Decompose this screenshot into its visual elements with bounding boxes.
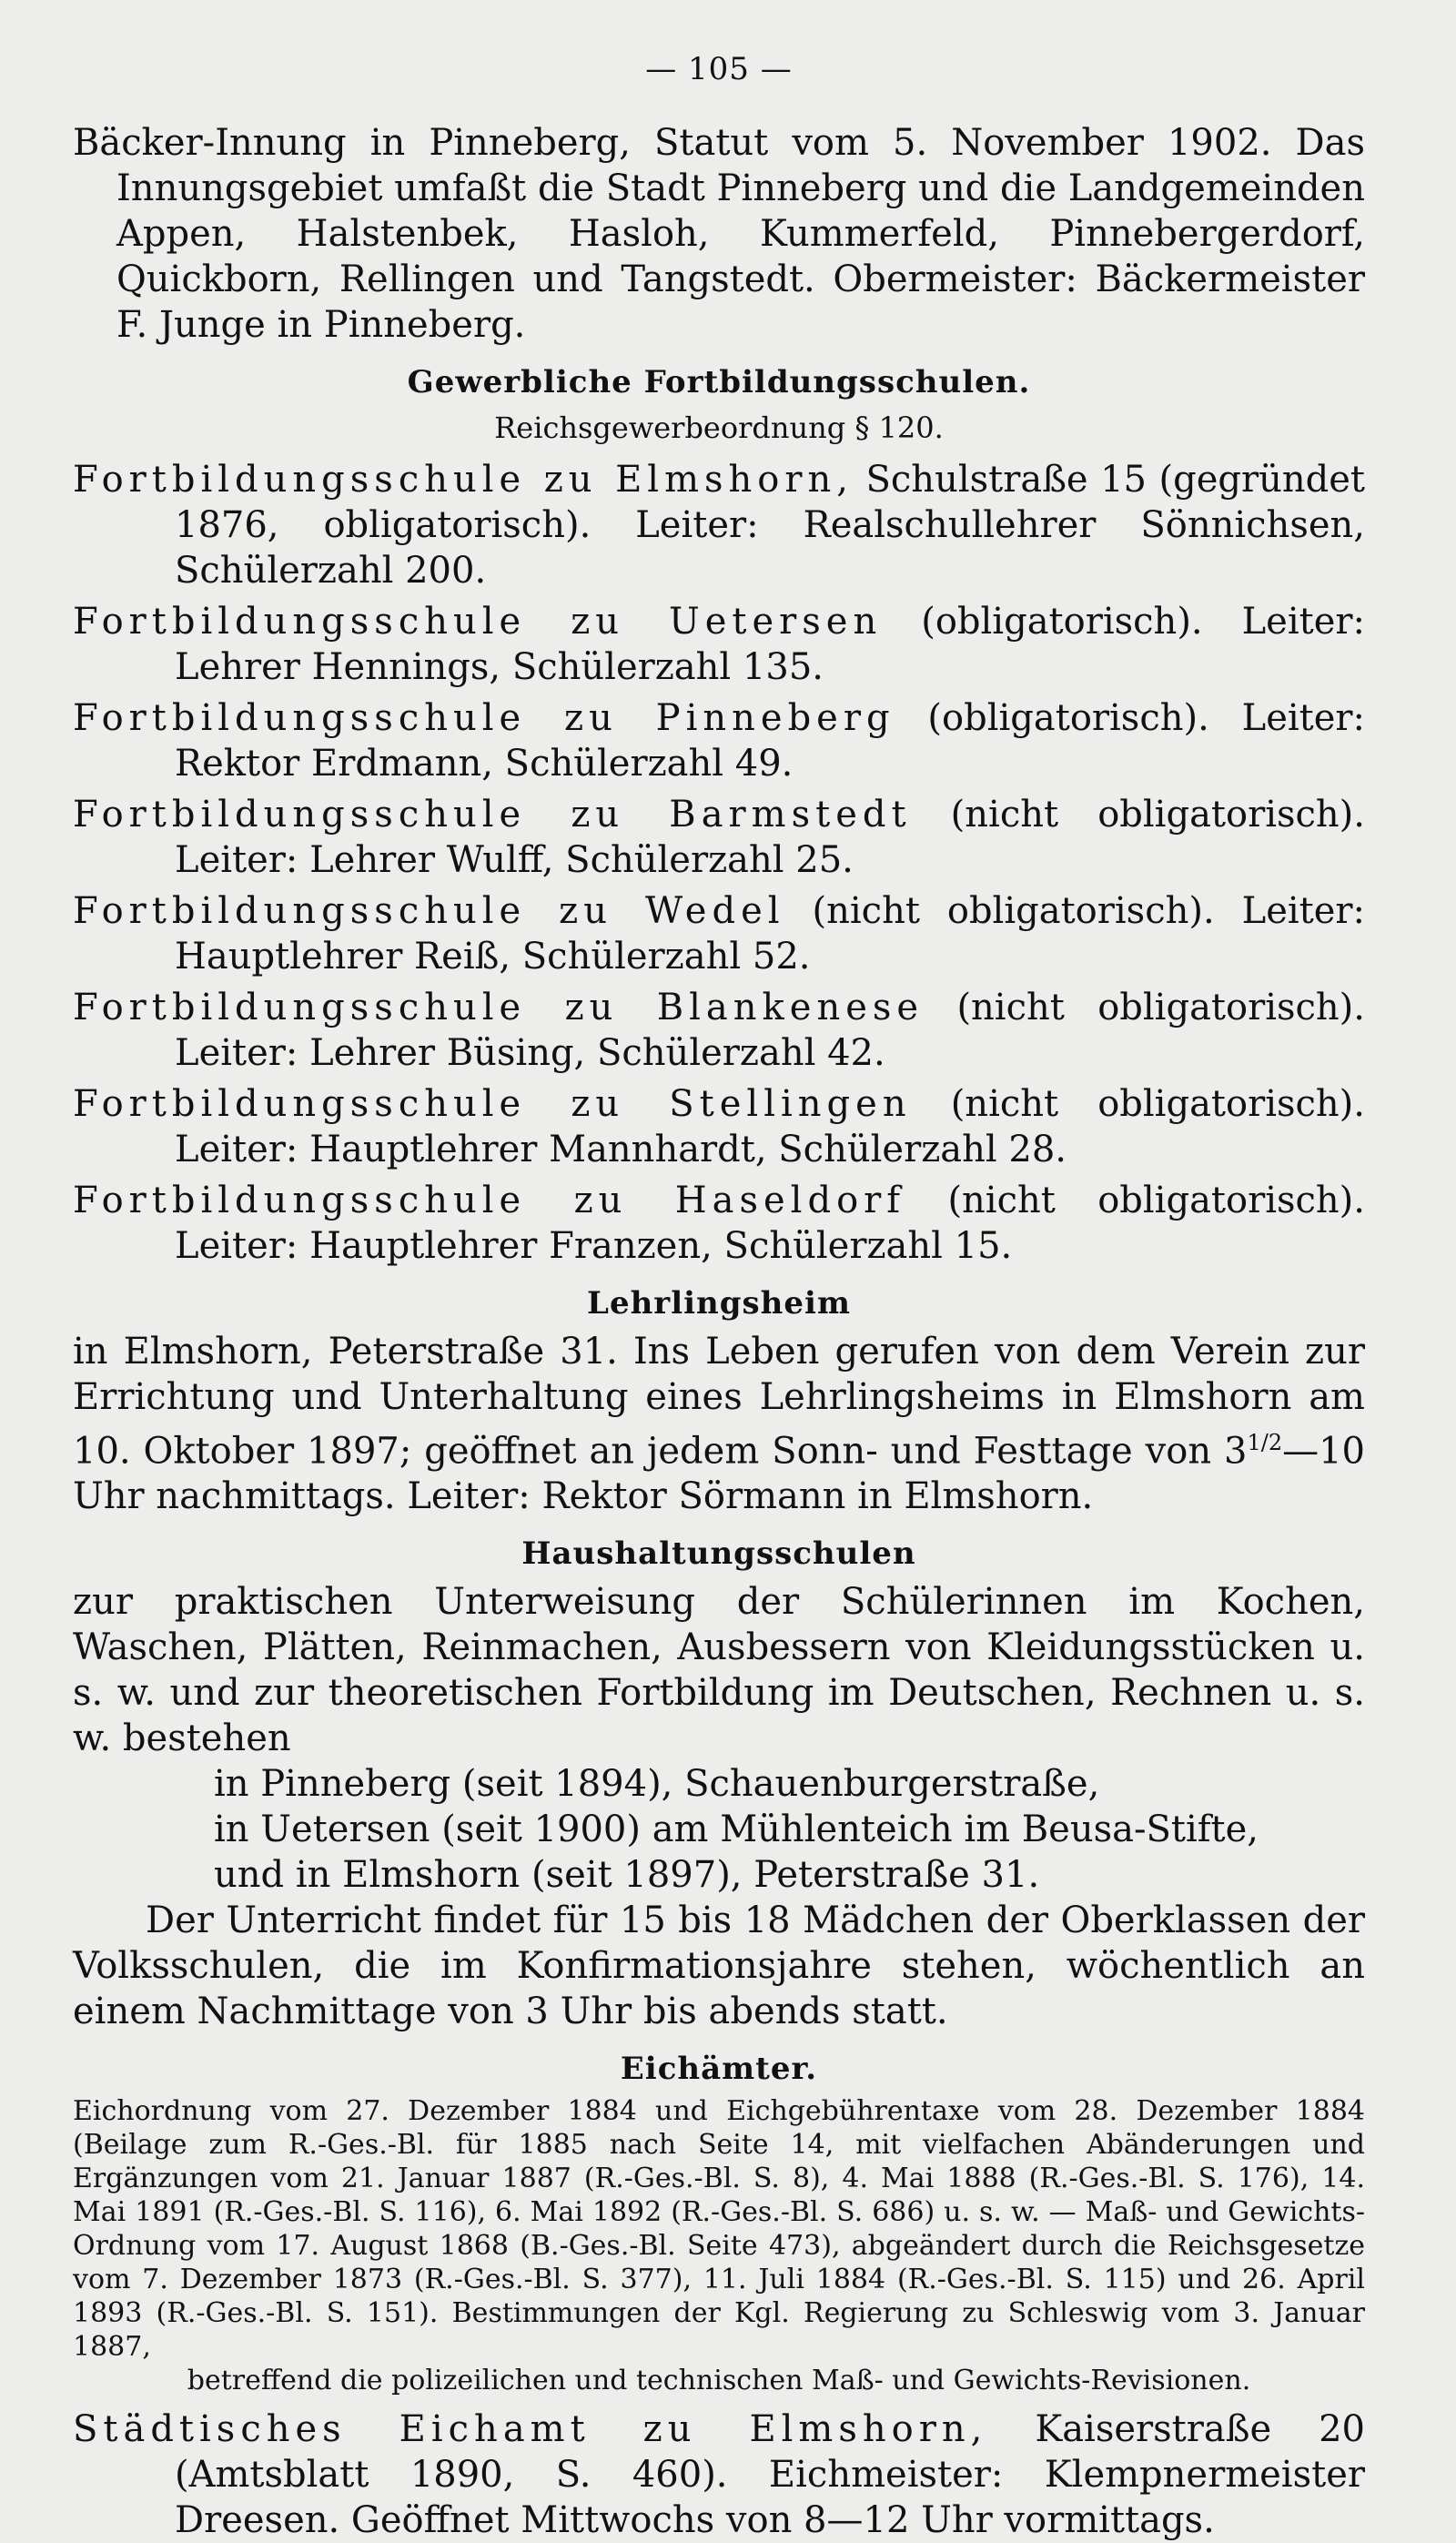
fortbildung-list — [73, 457, 1365, 1269]
list-item — [73, 985, 1365, 1076]
haushalt-intro: zur praktischen Unterweisung der Schülerinnen im Kochen, Waschen, Plätten, Reinmachen, Ausbessern von Kleidungsstücken u. s. w. und zur theoretischen Fortbildung im Deutschen, Rechnen u. s. w. bestehen — [73, 1581, 1365, 1760]
school-details: (obligatorisch). Leiter: Rektor Erdmann, Schülerzahl 49. — [175, 697, 1366, 785]
school-name: Fortbildungsschule zu Wedel — [73, 890, 785, 932]
eichaemter-legal-text: Eichordnung vom 27. Dezember 1884 und Eichgebührentaxe vom 28. Dezember 1884 (Beilage zum R.-Ges.-Bl. für 1885 nach Seite 14, mit vielfachen Abänderungen und Ergänzungen vom 21. Januar 1887 (R.-Ges.-Bl. S. 8), 4. Mai 1888 (R.-Ges.-Bl. S. 176), 14. Mai 1891 (R.-Ges.-Bl. S. 116), 6. Mai 1892 (R.-Ges.-Bl. S. 686) u. s. w. — Maß- und Gewichts-Ordnung vom 17. August 1868 (B.-Ges.-Bl. Seite 473), abgeändert durch die Reichsgesetze vom 7. Dezember 1873 (R.-Ges.-Bl. S. 377), 11. Juli 1884 (R.-Ges.-Bl. S. 115) und 26. April 1893 (R.-Ges.-Bl. S. 151). Bestimmungen der Kgl. Regierung zu Schleswig vom 3. Januar 1887, — [73, 2095, 1365, 2364]
school-name: Fortbildungsschule zu Haseldorf — [73, 1180, 906, 1221]
document-page — [73, 51, 1365, 2543]
eichaemter-legal-last-line: betreffend die polizeilichen und technischen Maß- und Gewichts-Revisionen. — [187, 2365, 1251, 2397]
list-item — [73, 599, 1365, 690]
list-item — [73, 792, 1365, 883]
school-details: (nicht obligatorisch). Leiter: Hauptlehrer Mannhardt, Schülerzahl 28. — [175, 1083, 1366, 1170]
baecker-innung-paragraph: Bäcker-Innung in Pinneberg, Statut vom 5. November 1902. Das Innungsgebiet umfaßt die Stadt Pinneberg und die Landgemeinden Appen, Halstenbek, Hasloh, Kummerfeld, Pinnebergerdorf, Quickborn, Rellingen und Tangstedt. Obermeister: Bäckermeister F. Junge in Pinneberg. — [73, 122, 1365, 346]
fortbildung-subheading: Reichsgewerbeordnung § 120. — [494, 410, 944, 445]
fortbildung-heading: Gewerbliche Fortbildungsschulen. — [407, 364, 1031, 400]
lehrlingsheim-text-after: —10 Uhr nachmittags. Leiter: Rektor Sörmann in Elmshorn. — [73, 1430, 1365, 1518]
page-number: — 105 — — [645, 51, 793, 87]
list-item — [73, 695, 1365, 786]
eichamt-name: Städtisches Eichamt zu Elmshorn, — [73, 2408, 988, 2451]
list-item — [73, 1081, 1365, 1172]
school-details: Schulstraße 15 (gegründet 1876, obligatorisch). Leiter: Realschullehrer Sönnichsen, Schülerzahl 200. — [175, 459, 1366, 592]
fraction-half: 1/2 — [1247, 1430, 1283, 1455]
school-name: Fortbildungsschule zu Stellingen — [73, 1083, 912, 1125]
school-details: (nicht obligatorisch). Leiter: Lehrer Wulff, Schülerzahl 25. — [175, 794, 1365, 881]
eichamt-entry — [73, 2406, 1365, 2543]
lehrlingsheim-paragraph — [73, 1329, 1365, 1519]
haushalt-location: und in Elmshorn (seit 1897), Peterstraße 31. — [214, 1854, 1040, 1897]
school-name: Fortbildungsschule zu Blankenese — [73, 987, 925, 1028]
haushalt-heading: Haushaltungsschulen — [521, 1535, 916, 1573]
school-details: (obligatorisch). Leiter: Lehrer Hennings, Schülerzahl 135. — [175, 601, 1365, 688]
haushalt-location: in Pinneberg (seit 1894), Schauenburgerstraße, — [214, 1763, 1100, 1806]
list-item — [73, 457, 1365, 593]
list-item — [73, 1178, 1365, 1269]
school-name: Fortbildungsschule zu Elmshorn, — [73, 459, 854, 501]
school-details: (nicht obligatorisch). Leiter: Lehrer Büsing, Schülerzahl 42. — [175, 987, 1365, 1074]
haushalt-outro: Der Unterricht findet für 15 bis 18 Mädchen der Oberklassen der Volksschulen, die im Konfirmationsjahre stehen, wöchentlich an einem Nachmittage von 3 Uhr bis abends statt. — [73, 1900, 1365, 2033]
school-details: (nicht obligatorisch). Leiter: Hauptlehrer Reiß, Schülerzahl 52. — [175, 890, 1365, 978]
lehrlingsheim-text-before: in Elmshorn, Peterstraße 31. Ins Leben gerufen von dem Verein zur Errichtung und Unterhaltung eines Lehrlingsheims in Elmshorn am 10. Oktober 1897; geöffnet an jedem Sonn- und Festtage von 3 — [73, 1331, 1365, 1473]
school-name: Fortbildungsschule zu Uetersen — [73, 601, 883, 643]
eichamt-details: Kaiserstraße 20 (Amtsblatt 1890, S. 460). Eichmeister: Klempnermeister Dreesen. Geöffnet Mittwochs von 8—12 Uhr vormittags. — [175, 2408, 1365, 2542]
lehrlingsheim-heading: Lehrlingsheim — [587, 1285, 851, 1322]
school-name: Fortbildungsschule zu Barmstedt — [73, 794, 912, 836]
school-name: Fortbildungsschule zu Pinneberg — [73, 697, 895, 739]
list-item — [73, 888, 1365, 979]
eichaemter-heading: Eichämter. — [620, 2051, 818, 2088]
haushalt-location: in Uetersen (seit 1900) am Mühlenteich im Beusa-Stifte, — [214, 1808, 1259, 1851]
school-details: (nicht obligatorisch). Leiter: Hauptlehrer Franzen, Schülerzahl 15. — [175, 1180, 1365, 1267]
